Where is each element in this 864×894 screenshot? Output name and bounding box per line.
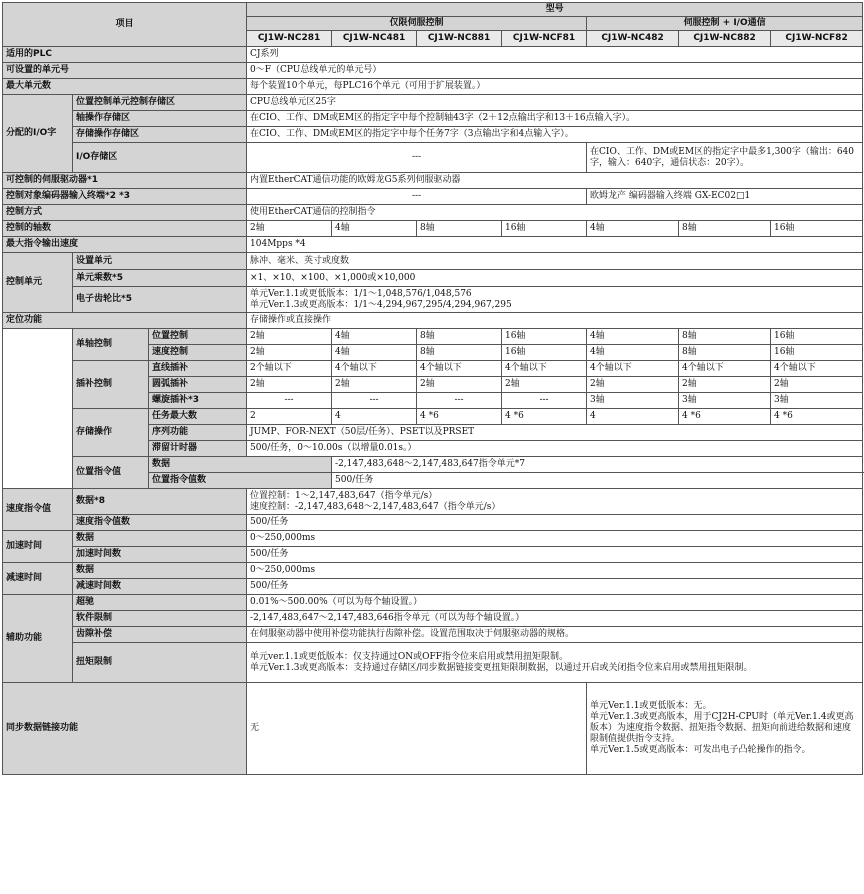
cell-value: 4 [587, 409, 679, 425]
model-name: CJ1W-NC482 [587, 31, 679, 47]
cell-value: 16轴 [502, 345, 587, 361]
cell-value: 2轴 [771, 377, 863, 393]
text-line: 单元Ver.1.1或更低版本：无。 [590, 701, 712, 711]
cell-value: 8轴 [679, 345, 771, 361]
row-value-speed: 104Mpps *4 [247, 237, 863, 253]
cell-value: 8轴 [417, 221, 502, 237]
row-label-sync: 同步数据链接功能 [3, 683, 247, 775]
cell-value: ×1、×10、×100、×1,000或×10,000 [247, 270, 863, 287]
cell-value: JUMP、FOR-NEXT（50层/任务）、PSET以及PRSET [247, 425, 863, 441]
cell-value: 脉冲、毫米、英寸或度数 [247, 253, 863, 270]
sub-label: 滞留计时器 [149, 441, 247, 457]
cell-value: 4轴 [587, 345, 679, 361]
cell-value: 2轴 [679, 377, 771, 393]
row-label-speed: 最大指令输出速度 [3, 237, 247, 253]
model-name: CJ1W-NC881 [417, 31, 502, 47]
sub-label: 电子齿轮比*5 [73, 287, 247, 313]
cell-value [247, 489, 863, 515]
sub-label: 减速时间数 [73, 579, 247, 595]
row-value-unit-no: 0～F（CPU总线单元的单元号） [247, 63, 863, 79]
sub-label: 数据 [73, 531, 247, 547]
cell-value: 4个轴以下 [502, 361, 587, 377]
cell-value: 2轴 [247, 329, 332, 345]
cell-value: 500/任务，0～10.00s（以增量0.01s。） [247, 441, 863, 457]
sub-label: 位置指令值数 [149, 473, 332, 489]
cell-value: 在CIO、工作、DM或EM区的指定字中每个任务7字（3点输出字和4点输入字）。 [247, 127, 863, 143]
cell-value: 欧姆龙产 编码器输入终端 GX-EC02□1 [587, 189, 863, 205]
sub-label: 数据 [149, 457, 332, 473]
row-label-decel: 减速时间 [3, 563, 73, 595]
sub-label: 设置单元 [73, 253, 247, 270]
cell-value: 2轴 [587, 377, 679, 393]
sub-group-label: 插补控制 [73, 361, 149, 409]
text-line: 单元Ver.1.5或更高版本：可发出电子凸轮操作的指令。 [590, 745, 811, 755]
sub-label: 速度指令值数 [73, 515, 247, 531]
sub-label: 齿隙补偿 [73, 627, 247, 643]
cell-value [587, 683, 863, 775]
cell-value: 4 [332, 409, 417, 425]
cell-value: 4轴 [332, 345, 417, 361]
model-name: CJ1W-NC281 [247, 31, 332, 47]
cell-value: 16轴 [502, 221, 587, 237]
cell-value: CPU总线单元区25字 [247, 95, 863, 111]
cell-value: 3轴 [679, 393, 771, 409]
cell-value: 4 *6 [417, 409, 502, 425]
cell-value: 0～250,000ms [247, 563, 863, 579]
cell-value: -2,147,483,648～2,147,483,647指令单元*7 [332, 457, 863, 473]
cell-value: 8轴 [679, 329, 771, 345]
row-label-alloc: 分配的I/O字 [3, 95, 73, 173]
spec-table [2, 2, 863, 775]
sub-label: 任务最大数 [149, 409, 247, 425]
sub-label: 螺旋插补*3 [149, 393, 247, 409]
cell-value: 2轴 [247, 221, 332, 237]
row-label-unit-no: 可设置的单元号 [3, 63, 247, 79]
cell-value: 500/任务 [332, 473, 863, 489]
sub-group-label: 存储操作 [73, 409, 149, 457]
cell-value: 4轴 [587, 221, 679, 237]
cell-value: 2轴 [247, 377, 332, 393]
cell-value: 2 [247, 409, 332, 425]
row-value-positioning: 存储操作或直接操作 [247, 313, 863, 329]
cell-value: 2轴 [332, 377, 417, 393]
cell-value: 4个轴以下 [587, 361, 679, 377]
cell-value: --- [332, 393, 417, 409]
text-line: 速度控制：-2,147,483,648～2,147,483,647（指令单元/s） [250, 501, 501, 512]
cell-value: 16轴 [771, 329, 863, 345]
cell-value: 4 *6 [679, 409, 771, 425]
sub-label: 数据 [73, 563, 247, 579]
sub-group-label: 单轴控制 [73, 329, 149, 361]
sub-label: 轴操作存储区 [73, 111, 247, 127]
header-model: 型号 [247, 3, 863, 17]
sub-label: 超驰 [73, 595, 247, 611]
model-name: CJ1W-NCF81 [502, 31, 587, 47]
model-name: CJ1W-NC882 [679, 31, 771, 47]
sub-label: 存储操作存储区 [73, 127, 247, 143]
cell-value: --- [247, 393, 332, 409]
cell-value: --- [247, 189, 587, 205]
cell-value: 在CIO、工作、DM或EM区的指定字中每个控制轴43字（2＋12点输出字和13＋16点输入字）。 [247, 111, 863, 127]
cell-value: 2轴 [417, 377, 502, 393]
row-label-pos-cmd: 位置指令值 [73, 457, 149, 489]
cell-value: 4个轴以下 [679, 361, 771, 377]
sub-label: 数据*8 [73, 489, 247, 515]
text-line: 单元Ver.1.3或更高版本：支持通过存储区/同步数据链接变更扭矩限制数据，以通过开启或关闭指令位来启用或禁用扭矩限制。 [250, 662, 753, 673]
row-value-method: 使用EtherCAT通信的控制指令 [247, 205, 863, 221]
cell-value: --- [502, 393, 587, 409]
spec-table-container [2, 2, 862, 775]
cell-value: 3轴 [771, 393, 863, 409]
row-label-method: 控制方式 [3, 205, 247, 221]
sub-label: 直线插补 [149, 361, 247, 377]
cell-value: 16轴 [502, 329, 587, 345]
row-label-plc: 适用的PLC [3, 47, 247, 63]
sub-label: 单元乘数*5 [73, 270, 247, 287]
cell-value: 8轴 [679, 221, 771, 237]
sub-label: 扭矩限制 [73, 643, 247, 683]
header-item: 项目 [3, 3, 247, 47]
cell-value: 0.01%～500.00%（可以为每个轴设置。） [247, 595, 863, 611]
cell-value: 4轴 [332, 329, 417, 345]
model-name: CJ1W-NC481 [332, 31, 417, 47]
text-line: 单元Ver.1.3或更高版本：1/1～4,294,967,295/4,294,967,295 [250, 299, 512, 310]
row-label-ctrl-unit: 控制单元 [3, 253, 73, 313]
sub-label: 位置控制单元控制存储区 [73, 95, 247, 111]
cell-value: 16轴 [771, 345, 863, 361]
cell-value: 4个轴以下 [771, 361, 863, 377]
cell-value: 4轴 [587, 329, 679, 345]
sub-label: 圆弧插补 [149, 377, 247, 393]
cell-value: 在伺服驱动器中使用补偿功能执行齿隙补偿。设置范围取决于伺服驱动器的规格。 [247, 627, 863, 643]
sub-label: 序列功能 [149, 425, 247, 441]
text-line: 单元Ver.1.1或更低版本：1/1～1,048,576/1,048,576 [250, 288, 472, 299]
row-label-encoder: 控制对象编码器输入终端*2 *3 [3, 189, 247, 205]
cell-value: 2轴 [247, 345, 332, 361]
row-label-spd-cmd: 速度指令值 [3, 489, 73, 531]
cell-value: 0～250,000ms [247, 531, 863, 547]
cell-value: 8轴 [417, 329, 502, 345]
sub-label: 位置控制 [149, 329, 247, 345]
cell-value: 4个轴以下 [417, 361, 502, 377]
cell-value: 4 *6 [502, 409, 587, 425]
model-name: CJ1W-NCF82 [771, 31, 863, 47]
cell-value: 在CIO、工作、DM或EM区的指定字中最多1,300字（输出：640字，输入：640字，通信状态：20字）。 [587, 143, 863, 173]
cell-value [247, 287, 863, 313]
sub-label: I/O存储区 [73, 143, 247, 173]
cell-value: 4轴 [332, 221, 417, 237]
cell-value: 500/任务 [247, 579, 863, 595]
cell-value: 无 [247, 683, 587, 775]
sub-label: 软件限制 [73, 611, 247, 627]
row-value-max-units: 每个装置10个单元，每PLC16个单元（可用于扩展装置。） [247, 79, 863, 95]
header-servo-io: 伺服控制 + I/O通信 [587, 17, 863, 31]
cell-value: 4 *6 [771, 409, 863, 425]
cell-value: 8轴 [417, 345, 502, 361]
text-line: 单元ver.1.1或更低版本：仅支持通过ON或OFF指令位来启用或禁用扭矩限制。 [250, 651, 569, 662]
row-label-aux: 辅助功能 [3, 595, 73, 683]
cell-value: 3轴 [587, 393, 679, 409]
cell-value: 16轴 [771, 221, 863, 237]
row-label-max-units: 最大单元数 [3, 79, 247, 95]
cell-value: 500/任务 [247, 515, 863, 531]
cell-value: 2个轴以下 [247, 361, 332, 377]
text-line: 单元Ver.1.3或更高版本，用于CJ2H-CPU时（单元Ver.1.4或更高版本）为速度指令数据、扭矩指令数据、扭矩向前进给数据和速度限制值提供指令支持。 [590, 712, 854, 744]
cell-value: --- [247, 143, 587, 173]
cell-value [247, 643, 863, 683]
row-label-drives: 可控制的伺服驱动器*1 [3, 173, 247, 189]
cell-value: --- [417, 393, 502, 409]
row-label-axes: 控制的轴数 [3, 221, 247, 237]
row-label-accel: 加速时间 [3, 531, 73, 563]
cell-value: -2,147,483,647～2,147,483,646指令单元（可以为每个轴设置。） [247, 611, 863, 627]
header-servo-only: 仅限伺服控制 [247, 17, 587, 31]
cell-value: 500/任务 [247, 547, 863, 563]
blank-cell [3, 329, 73, 489]
row-value-drives: 内置EtherCAT通信功能的欧姆龙G5系列伺服驱动器 [247, 173, 863, 189]
cell-value: 4个轴以下 [332, 361, 417, 377]
cell-value: 2轴 [502, 377, 587, 393]
row-value-plc: CJ系列 [247, 47, 863, 63]
row-label-positioning: 定位功能 [3, 313, 247, 329]
sub-label: 加速时间数 [73, 547, 247, 563]
sub-label: 速度控制 [149, 345, 247, 361]
text-line: 位置控制：1～2,147,483,647（指令单元/s） [250, 490, 438, 501]
